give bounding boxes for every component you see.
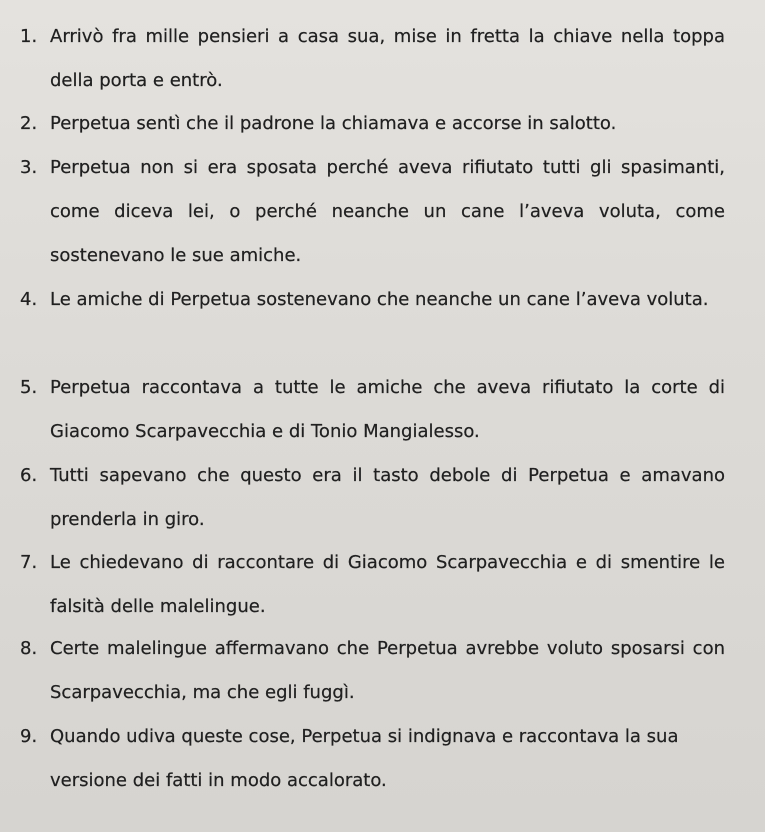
item-text: Le amiche di Perpetua sostenevano che neanche un cane l’aveva voluta. [50, 289, 709, 310]
item-number: 4. [20, 289, 38, 310]
item-text: Perpetua non si era sposata perché aveva rifiutato tutti gli spasimanti, come diceva lei, o perché neanche un cane l’aveva voluta, come sostenevano le sue amiche. [50, 157, 725, 266]
item-number: 5. [20, 377, 38, 398]
item-text: Arrivò fra mille pensieri a casa sua, mise in fretta la chiave nella toppa della porta e entrò. [50, 26, 725, 91]
item-text: Tutti sapevano che questo era il tasto debole di Perpetua e amavano prenderla in giro. [50, 465, 725, 530]
list-item [20, 102, 725, 146]
item-text: Perpetua raccontava a tutte le amiche che aveva rifiutato la corte di Giacomo Scarpavecchia e di Tonio Mangialesso. [50, 377, 725, 442]
item-number: 6. [20, 465, 38, 486]
item-number: 7. [20, 552, 38, 573]
item-number: 8. [20, 638, 38, 659]
list-item [20, 454, 725, 542]
item-number: 2. [20, 113, 38, 134]
item-text: Le chiedevano di raccontare di Giacomo Scarpavecchia e di smentire le falsità delle malelingue. [50, 552, 725, 617]
list-item [20, 278, 725, 322]
item-number: 1. [20, 26, 38, 47]
item-text: Certe malelingue affermavano che Perpetua avrebbe voluto sposarsi con Scarpavecchia, ma che egli fuggì. [50, 638, 725, 703]
list-item [20, 15, 725, 103]
list-item [20, 366, 725, 454]
item-text: Quando udiva queste cose, Perpetua si indignava e raccontava la sua versione dei fatti in modo accalorato. [50, 726, 679, 791]
list-item [20, 541, 725, 629]
item-number: 3. [20, 157, 38, 178]
list-item [20, 715, 725, 803]
item-text: Perpetua sentì che il padrone la chiamava e accorse in salotto. [50, 113, 617, 134]
item-number: 9. [20, 726, 38, 747]
list-item [20, 627, 725, 715]
list-item [20, 146, 725, 278]
